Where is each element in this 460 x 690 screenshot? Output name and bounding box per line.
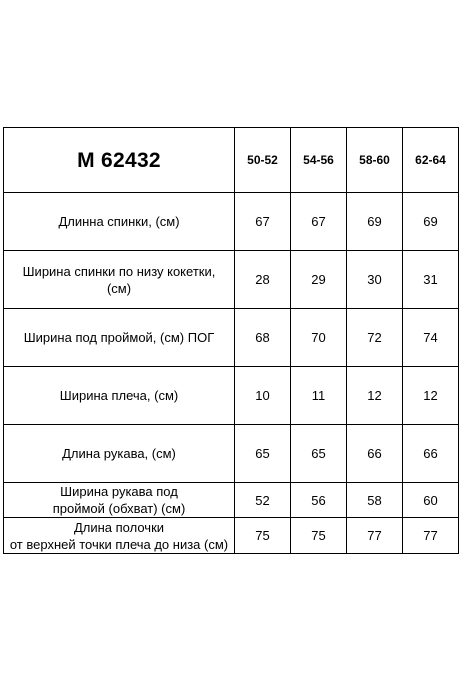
measurement-value: 12 bbox=[347, 367, 403, 425]
table-row bbox=[4, 309, 459, 367]
measurement-label-line: Длина полочки bbox=[73, 519, 165, 535]
measurement-label bbox=[4, 518, 235, 554]
table-row bbox=[4, 193, 459, 251]
measurement-value: 75 bbox=[291, 518, 347, 554]
measurement-label bbox=[4, 309, 235, 367]
measurement-value: 31 bbox=[403, 251, 459, 309]
measurement-label-line: Ширина плеча, (см) bbox=[59, 388, 179, 403]
measurement-value: 56 bbox=[291, 483, 347, 518]
measurement-value: 65 bbox=[235, 425, 291, 483]
measurement-label-line: Ширина под проймой, (см) ПОГ bbox=[23, 330, 215, 345]
table-row bbox=[4, 367, 459, 425]
table-row bbox=[4, 483, 459, 518]
table-row bbox=[4, 518, 459, 554]
table-row bbox=[4, 251, 459, 309]
measurement-label bbox=[4, 425, 235, 483]
measurement-label bbox=[4, 483, 235, 518]
measurement-value: 70 bbox=[291, 309, 347, 367]
measurement-value: 77 bbox=[347, 518, 403, 554]
measurement-label bbox=[4, 193, 235, 251]
measurement-value: 68 bbox=[235, 309, 291, 367]
table-header-row bbox=[4, 128, 459, 193]
measurement-value: 72 bbox=[347, 309, 403, 367]
measurement-value: 66 bbox=[403, 425, 459, 483]
measurement-label bbox=[4, 367, 235, 425]
measurement-label bbox=[4, 251, 235, 309]
measurement-value: 65 bbox=[291, 425, 347, 483]
measurement-value: 67 bbox=[235, 193, 291, 251]
measurement-value: 52 bbox=[235, 483, 291, 518]
size-header: 50-52 bbox=[235, 128, 291, 193]
measurement-value: 75 bbox=[235, 518, 291, 554]
measurement-value: 58 bbox=[347, 483, 403, 518]
measurement-label-line: Длина рукава, (см) bbox=[62, 446, 176, 461]
model-number: М 62432 bbox=[4, 128, 235, 193]
measurement-value: 66 bbox=[347, 425, 403, 483]
size-header: 54-56 bbox=[291, 128, 347, 193]
measurement-value: 11 bbox=[291, 367, 347, 425]
measurement-label-line: от верхней точки плеча до низа (см) bbox=[9, 536, 229, 552]
measurement-value: 60 bbox=[403, 483, 459, 518]
measurement-label-line: Ширина спинки по низу кокетки, bbox=[22, 263, 216, 279]
measurement-value: 74 bbox=[403, 309, 459, 367]
measurement-label-line: Ширина рукава под bbox=[60, 484, 178, 499]
measurement-value: 29 bbox=[291, 251, 347, 309]
table-row bbox=[4, 425, 459, 483]
size-chart-table bbox=[3, 127, 459, 554]
measurement-label-line: проймой (обхват) (см) bbox=[52, 501, 186, 516]
measurement-value: 28 bbox=[235, 251, 291, 309]
measurement-value: 69 bbox=[347, 193, 403, 251]
measurement-value: 30 bbox=[347, 251, 403, 309]
measurement-value: 67 bbox=[291, 193, 347, 251]
measurement-value: 77 bbox=[403, 518, 459, 554]
measurement-label-line: Длинна спинки, (см) bbox=[58, 214, 180, 229]
measurement-value: 10 bbox=[235, 367, 291, 425]
measurement-label-line: (см) bbox=[106, 280, 132, 296]
size-header: 58-60 bbox=[347, 128, 403, 193]
measurement-value: 69 bbox=[403, 193, 459, 251]
size-header: 62-64 bbox=[403, 128, 459, 193]
measurement-value: 12 bbox=[403, 367, 459, 425]
